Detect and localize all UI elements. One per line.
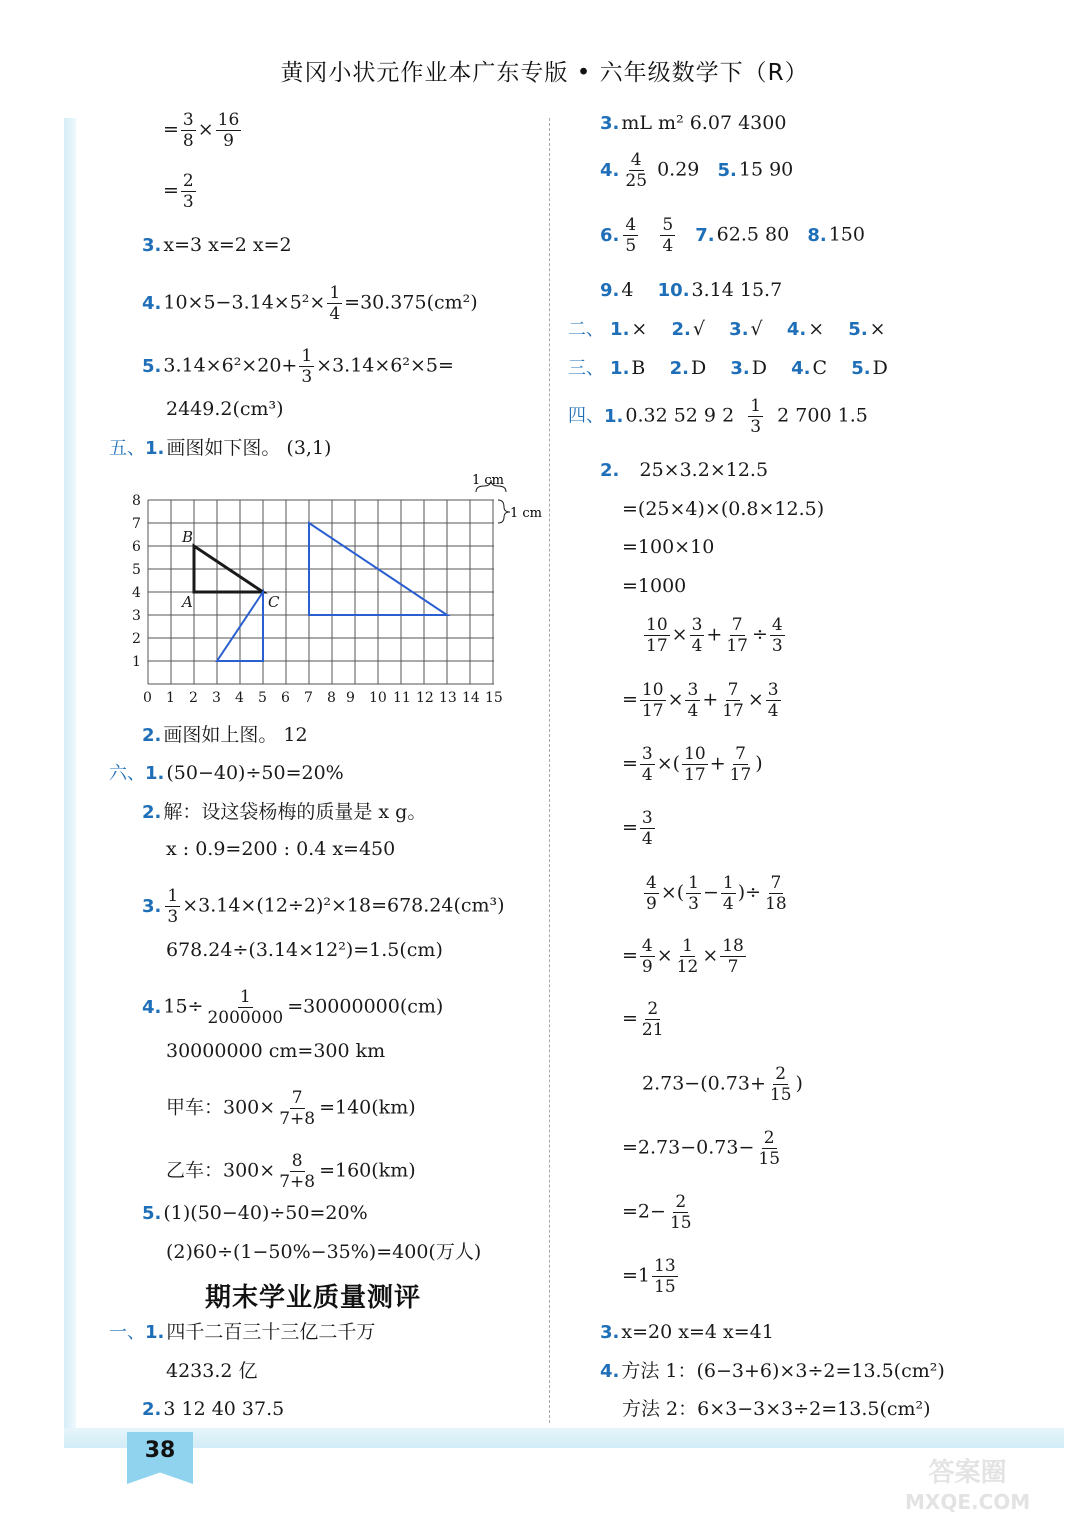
right-q3: 3. mL m² 6.07 4300 xyxy=(600,112,787,134)
right-s3: 三、 1. B 2. D 3. D 4. C 5. D xyxy=(568,357,888,379)
page-number: 38 xyxy=(144,1438,176,1463)
left-s6-3: 3. $\frac{1}{3}$ ×3.14×(12÷2)²×18=678.24(cm³) xyxy=(142,886,505,927)
right-expr4-line4: =1 $\frac{13}{15}$ xyxy=(622,1256,676,1297)
left-q3: 3. x=3 x=2 x=2 xyxy=(142,234,292,256)
y-tick-3: 3 xyxy=(132,608,141,624)
scale-label-top: 1 cm xyxy=(472,473,505,488)
right-q4-method1: 4. 方法 1：(6−3+6)×3÷2=13.5(cm²) xyxy=(600,1360,945,1382)
right-expr4-line3: =2− $\frac{2}{15}$ xyxy=(622,1192,692,1233)
y-tick-8: 8 xyxy=(132,493,141,509)
x-tick-7: 7 xyxy=(304,690,313,706)
x-tick-1: 1 xyxy=(166,690,175,706)
right-q4-method2: 方法 2：6×3−3×3÷2=13.5(cm²) xyxy=(622,1398,931,1420)
left-s6-4c: 30000000 cm=300 km xyxy=(166,1040,386,1062)
left-s6-5b: (2)60÷(1−50%−35%)=400(万人) xyxy=(166,1241,482,1263)
watermark-line2: MXQE.COM xyxy=(905,1490,1031,1514)
y-tick-6: 6 xyxy=(132,539,141,555)
point-label-a: A xyxy=(182,593,193,611)
left-s5-1: 五、1. 画图如下图。 (3,1) xyxy=(109,437,332,459)
right-expr4-line2: =2.73−0.73− $\frac{2}{15}$ xyxy=(622,1128,781,1169)
scale-label-side: 1 cm xyxy=(510,506,543,521)
right-expr3-line2: = $\frac{4}{9}$ × $\frac{1}{12}$ × $\frac{18}{7}$ xyxy=(622,936,744,977)
point-label-b: B xyxy=(182,528,194,546)
right-s4-1: 四、1. 0.32 52 9 2 $\frac{1}{3}$ 2 700 1.5 xyxy=(568,396,868,437)
right-q3-solve: 3. x=20 x=4 x=41 xyxy=(600,1321,774,1343)
right-expr4-line1: 2.73−(0.73+ $\frac{2}{15}$ ) xyxy=(642,1064,803,1105)
right-s2: 二、 1. × 2. √ 3. √ 4. × 5. × xyxy=(568,318,886,340)
right-expr3-line1: $\frac{4}{9}$ ×( $\frac{1}{3}$ − $\frac{1}{4}$ )÷ $\frac{7}{18}$ xyxy=(646,873,787,914)
watermark-line1: 答案圈 xyxy=(928,1458,1007,1488)
x-tick-5: 5 xyxy=(258,690,267,706)
left-s6-2: 2. 解：设这袋杨梅的质量是 x g。 xyxy=(142,801,427,823)
left-s6-4: 4. 15÷ $\frac{1}{2000000}$ =30000000(cm) xyxy=(142,987,444,1028)
right-expr2-line4: = $\frac{3}{4}$ xyxy=(622,808,653,849)
left-s5-2: 2. 画图如上图。 12 xyxy=(142,724,308,746)
left-s6-2b: x : 0.9=200 : 0.4 x=450 xyxy=(166,838,396,860)
left-q5-cont: 2449.2(cm³) xyxy=(166,398,284,420)
y-tick-1: 1 xyxy=(132,654,141,670)
point-label-c: C xyxy=(268,593,280,611)
page-header-title: 黄冈小状元作业本广东专版 • 六年级数学下（R） xyxy=(280,60,809,86)
right-expr3-line3: = $\frac{2}{21}$ xyxy=(622,999,664,1040)
coordinate-grid-figure xyxy=(120,470,560,710)
x-tick-13: 13 xyxy=(439,690,457,706)
right-expr2-line1: $\frac{10}{17}$ × $\frac{3}{4}$ + $\frac{7}{17}$ ÷ $\frac{4}{3}$ xyxy=(646,615,783,656)
left-p1-1: 一、1. 四千二百三十三亿二千万 xyxy=(109,1321,376,1343)
left-p1-2: 2. 3 12 40 37.5 xyxy=(142,1398,285,1420)
right-s4-2c: =100×10 xyxy=(622,536,715,558)
scale-brace-side xyxy=(498,500,510,523)
bottom-decor-band xyxy=(64,1428,1064,1448)
watermark-logo xyxy=(905,1456,1030,1514)
x-tick-11: 11 xyxy=(393,690,411,706)
left-q5: 5. 3.14×6²×20+ $\frac{1}{3}$ ×3.14×6²×5= xyxy=(142,346,454,387)
left-line-2: = $\frac{2}{3}$ xyxy=(163,171,194,212)
left-s6-4e: 乙车：300× $\frac{8}{7+8}$ =160(km) xyxy=(166,1151,416,1192)
x-tick-8: 8 xyxy=(327,690,336,706)
x-tick-9: 9 xyxy=(346,690,355,706)
x-tick-10: 10 xyxy=(369,690,387,706)
x-tick-0: 0 xyxy=(143,690,152,706)
right-s4-2b: =(25×4)×(0.8×12.5) xyxy=(622,498,825,520)
right-expr2-line2: = $\frac{10}{17}$ × $\frac{3}{4}$ + $\frac{7}{17}$ × $\frac{3}{4}$ xyxy=(622,680,779,721)
x-tick-6: 6 xyxy=(281,690,290,706)
y-tick-7: 7 xyxy=(132,516,141,532)
y-tick-4: 4 xyxy=(132,585,141,601)
section-title: 期末学业质量测评 xyxy=(205,1283,422,1313)
right-q9-q10: 9. 4 10. 3.14 15.7 xyxy=(600,279,783,301)
right-s4-2a: 2. 25×3.2×12.5 xyxy=(600,459,769,481)
x-tick-15: 15 xyxy=(485,690,503,706)
right-expr2-line3: = $\frac{3}{4}$ ×( $\frac{10}{17}$ + $\frac{7}{17}$ ) xyxy=(622,744,763,785)
left-decor-band xyxy=(64,118,76,1443)
x-tick-3: 3 xyxy=(212,690,221,706)
x-tick-12: 12 xyxy=(416,690,434,706)
x-tick-2: 2 xyxy=(189,690,198,706)
column-divider xyxy=(549,118,550,1423)
right-q4-q5: 4. $\frac{4}{25}$ 0.29 5. 15 90 xyxy=(600,150,794,191)
left-s6-5: 5. (1)(50−40)÷50=20% xyxy=(142,1202,368,1224)
x-tick-4: 4 xyxy=(235,690,244,706)
right-q6-q8: 6. $\frac{4}{5}$ $\frac{5}{4}$ 7. 62.5 80 8. 150 xyxy=(600,215,865,256)
left-s6-3b: 678.24÷(3.14×12²)=1.5(cm) xyxy=(166,939,443,961)
right-s4-2d: =1000 xyxy=(622,575,687,597)
x-tick-14: 14 xyxy=(462,690,480,706)
left-line-1: = $\frac{3}{8}$ × $\frac{16}{9}$ xyxy=(163,110,240,151)
y-tick-5: 5 xyxy=(132,562,141,578)
left-q4: 4. 10×5−3.14×5²× $\frac{1}{4}$ =30.375(cm²) xyxy=(142,283,478,324)
left-s6-4d: 甲车：300× $\frac{7}{7+8}$ =140(km) xyxy=(166,1088,416,1129)
y-tick-2: 2 xyxy=(132,631,141,647)
left-p1-1b: 4233.2 亿 xyxy=(166,1360,258,1382)
left-s6-1: 六、1. (50−40)÷50=20% xyxy=(109,762,344,784)
